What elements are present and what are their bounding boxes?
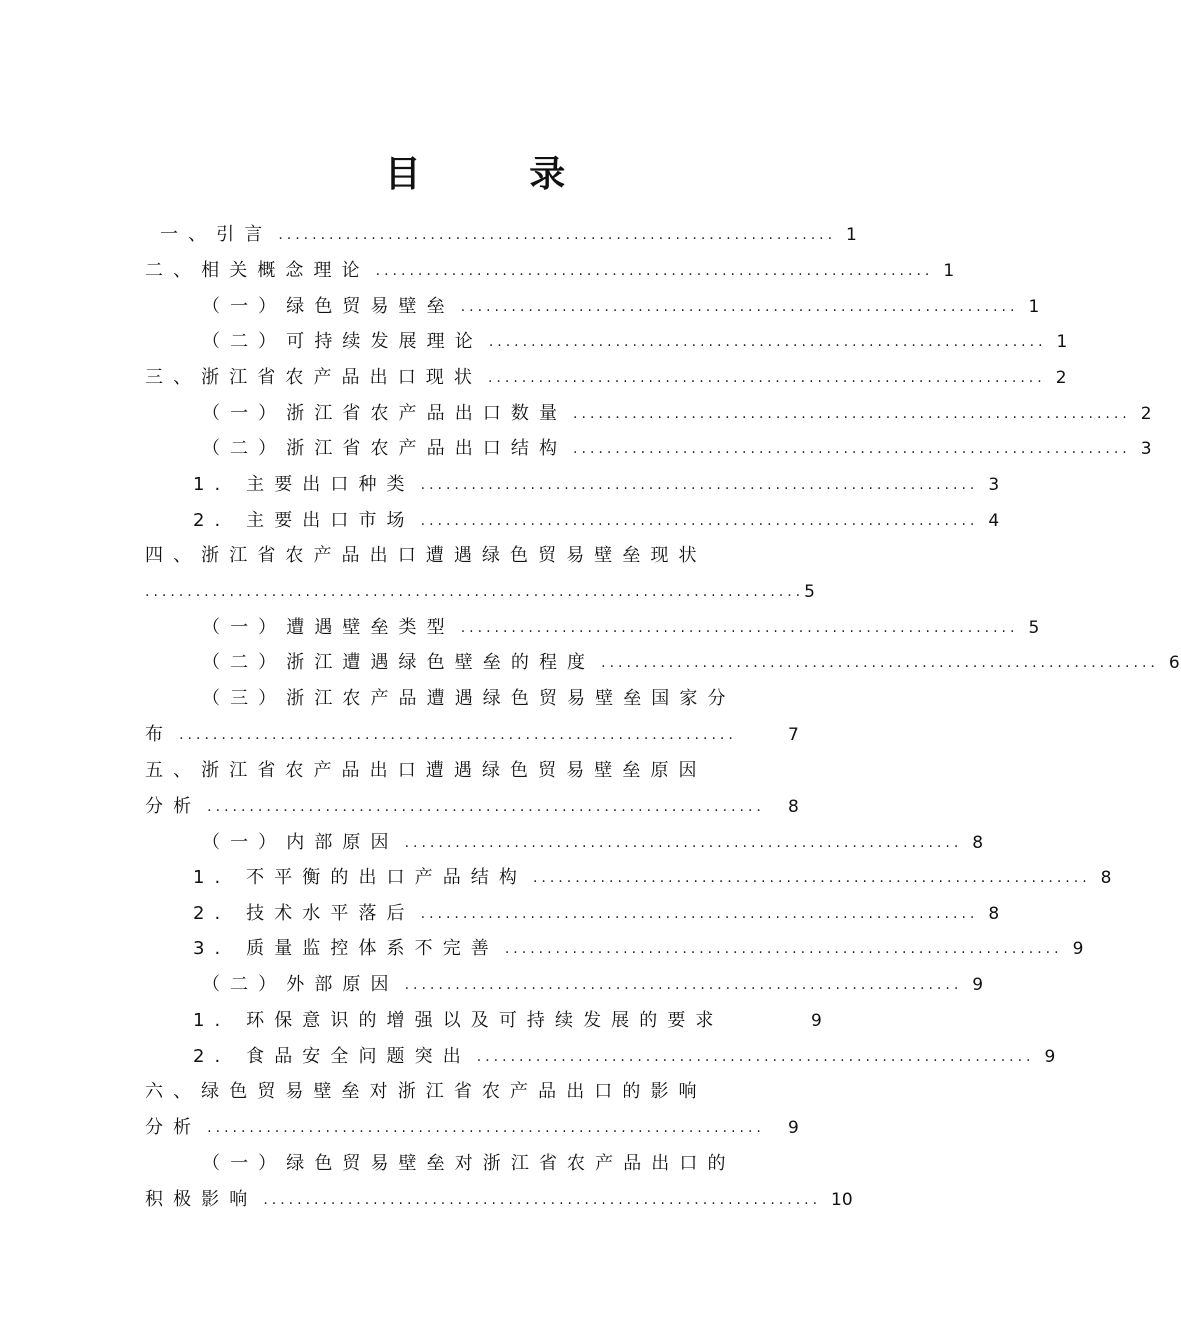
toc-entry-page: 7 bbox=[788, 725, 799, 745]
toc-entry-page: 6 bbox=[1168, 653, 1180, 673]
toc-entry-text-continued: 分析 bbox=[145, 796, 202, 817]
dot-leader: .................................................................. bbox=[207, 799, 765, 815]
toc-entry[interactable] bbox=[202, 387, 1152, 424]
toc-entry[interactable] bbox=[202, 672, 799, 708]
dot-leader: .................................................................. bbox=[532, 870, 1091, 886]
toc-title: 目 录 bbox=[384, 154, 614, 195]
dot-leader: .................................................................. bbox=[573, 406, 1131, 422]
toc-entry-page: 1 bbox=[943, 261, 955, 281]
toc-entry-page: 8 bbox=[972, 833, 984, 853]
dot-leader: .................................................................. bbox=[179, 727, 737, 743]
toc-entry-page: 1 bbox=[1028, 297, 1040, 317]
toc-entry-text: 一、引言 bbox=[160, 224, 273, 245]
toc-entry-page: 1 bbox=[1056, 332, 1068, 352]
toc-entry-text: （二）浙江遭遇绿色壁垒的程度 bbox=[202, 652, 596, 673]
toc-entry[interactable] bbox=[145, 351, 1067, 388]
toc-entry-text: 四、浙江省农产品出口遭遇绿色贸易壁垒现状 bbox=[145, 545, 707, 566]
toc-entry-text: 2. 技术水平落后 bbox=[193, 903, 415, 924]
toc-entry[interactable] bbox=[145, 744, 800, 780]
toc-entry-text: （二）浙江省农产品出口结构 bbox=[202, 438, 568, 459]
toc-entry-text: 2. 食品安全问题突出 bbox=[193, 1046, 471, 1067]
toc-entry-text: （一）绿色贸易壁垒 bbox=[202, 296, 455, 317]
toc-entry-page: 8 bbox=[1100, 868, 1112, 888]
toc-entry-text: （一）内部原因 bbox=[202, 832, 399, 853]
toc-entry[interactable] bbox=[202, 422, 1152, 459]
toc-entry[interactable] bbox=[193, 458, 1000, 495]
toc-entry-text: 二、相关概念理论 bbox=[145, 260, 370, 281]
toc-entry[interactable] bbox=[145, 529, 800, 565]
toc-entry-text-continued: 积极影响 bbox=[145, 1189, 258, 1210]
toc-entry[interactable] bbox=[193, 1030, 1056, 1067]
toc-entry-text: 1. 不平衡的出口产品结构 bbox=[193, 867, 527, 888]
toc-entry-page: 5 bbox=[1028, 618, 1040, 638]
dot-leader: .................................................................. bbox=[420, 906, 979, 922]
toc-entry[interactable] bbox=[193, 887, 1000, 924]
dot-leader: .................................................................. bbox=[601, 655, 1159, 671]
toc-entry-text: 三、浙江省农产品出口现状 bbox=[145, 367, 482, 388]
dot-leader: .................................................................. bbox=[504, 941, 1063, 957]
toc-entry[interactable] bbox=[202, 816, 984, 853]
toc-entry-page: 3 bbox=[988, 475, 1000, 495]
toc-entry[interactable] bbox=[193, 922, 1084, 959]
dot-leader: .................................................................. bbox=[404, 977, 963, 993]
toc-entry-text: 五、浙江省农产品出口遭遇绿色贸易壁垒原因 bbox=[145, 760, 707, 781]
toc-entry-text: 1. 环保意识的增强以及可持续发展的要求 bbox=[193, 1010, 724, 1031]
toc-entry-text: （一）浙江省农产品出口数量 bbox=[202, 403, 568, 424]
toc-entry-page: 3 bbox=[1140, 439, 1152, 459]
toc-entry[interactable] bbox=[202, 601, 1040, 638]
dot-leader: .................................................................. bbox=[460, 620, 1019, 636]
dot-leader: .................................................................. bbox=[573, 441, 1131, 457]
toc-entry-page: 8 bbox=[788, 797, 799, 817]
toc-entry-continuation[interactable] bbox=[145, 708, 800, 744]
toc-entry-page: 9 bbox=[1072, 939, 1084, 959]
toc-entry[interactable] bbox=[193, 494, 1000, 531]
toc-entry-text: 2. 主要出口市场 bbox=[193, 510, 415, 531]
toc-entry[interactable] bbox=[202, 636, 1180, 673]
dot-leader: .................................................................. bbox=[487, 370, 1046, 386]
toc-entry[interactable] bbox=[202, 1137, 799, 1173]
toc-entry[interactable] bbox=[202, 958, 984, 995]
toc-entry-page: 4 bbox=[988, 511, 1000, 531]
toc-entry-page: 8 bbox=[988, 904, 1000, 924]
toc-entry[interactable] bbox=[160, 208, 857, 245]
toc-entry[interactable] bbox=[145, 244, 955, 281]
toc-entry[interactable] bbox=[193, 851, 1112, 888]
toc-entry-page: 9 bbox=[1044, 1047, 1056, 1067]
dot-leader: .................................................................. bbox=[278, 227, 837, 243]
toc-entry[interactable] bbox=[193, 994, 823, 1030]
toc-entry-text: （三）浙江农产品遭遇绿色贸易壁垒国家分 bbox=[202, 688, 736, 709]
toc-entry-page: 9 bbox=[788, 1118, 799, 1138]
dot-leader: .................................................................. bbox=[488, 334, 1047, 350]
toc-entry-text: （二）可持续发展理论 bbox=[202, 331, 483, 352]
toc-entry-page: 10 bbox=[831, 1190, 853, 1210]
toc-entry[interactable] bbox=[145, 1065, 800, 1101]
dot-leader: .............................................................................. bbox=[145, 584, 805, 600]
dot-leader: .................................................................. bbox=[404, 835, 963, 851]
toc-entry-text: 3. 质量监控体系不完善 bbox=[193, 938, 499, 959]
toc-entry-text: （二）外部原因 bbox=[202, 974, 399, 995]
toc-entry-text: 1. 主要出口种类 bbox=[193, 474, 415, 495]
toc-entry-text-continued: 布 bbox=[145, 724, 174, 745]
toc-entry-page: 5 bbox=[804, 582, 815, 602]
dot-leader: .................................................................. bbox=[263, 1192, 822, 1208]
dot-leader: .................................................................. bbox=[476, 1049, 1035, 1065]
toc-entry-page: 2 bbox=[1140, 404, 1152, 424]
toc-entry[interactable] bbox=[202, 315, 1068, 352]
toc-entry-text-continued: 分析 bbox=[145, 1117, 202, 1138]
dot-leader: .................................................................. bbox=[460, 299, 1019, 315]
toc-entry-page: 1 bbox=[846, 225, 857, 245]
toc-entry-continuation[interactable] bbox=[145, 1101, 800, 1137]
toc-entry-text: 六、绿色贸易壁垒对浙江省农产品出口的影响 bbox=[145, 1081, 707, 1102]
toc-entry-continuation[interactable] bbox=[145, 565, 815, 602]
toc-entry-page: 2 bbox=[1055, 368, 1067, 388]
toc-entry-page: 9 bbox=[811, 1011, 822, 1031]
toc-entry[interactable] bbox=[202, 280, 1040, 317]
toc-entry-page: 9 bbox=[972, 975, 984, 995]
dot-leader: .................................................................. bbox=[420, 513, 979, 529]
dot-leader: .................................................................. bbox=[207, 1120, 765, 1136]
toc-entry-continuation[interactable] bbox=[145, 1173, 853, 1210]
toc-entry-text: （一）遭遇壁垒类型 bbox=[202, 617, 455, 638]
toc-entry-continuation[interactable] bbox=[145, 780, 800, 816]
dot-leader: .................................................................. bbox=[375, 263, 934, 279]
dot-leader: .................................................................. bbox=[420, 477, 979, 493]
toc-entry-text: （一）绿色贸易壁垒对浙江省农产品出口的 bbox=[202, 1153, 736, 1174]
